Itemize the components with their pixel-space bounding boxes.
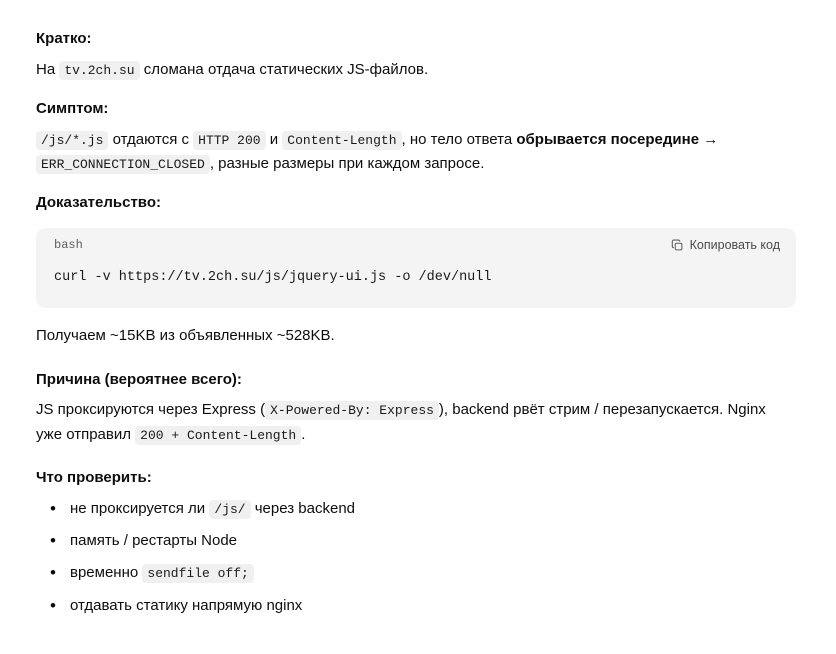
list-item [70,594,796,617]
symptom-code-error: ERR_CONNECTION_CLOSED [36,155,210,174]
list-item [70,497,796,520]
check-heading: Что проверить: [36,469,152,487]
cause-code-powered-by: X-Powered-By: Express [265,401,439,420]
symptom-heading: Симптом: [36,100,109,118]
section-proof [36,192,796,348]
list-item [70,529,796,552]
check-item-1-text-1: память / рестарты Node [70,532,238,550]
cause-text-3: . [301,425,306,443]
brief-text-2: сломана отдача статических JS-файлов. [139,60,429,78]
proof-heading: Доказательство: [36,194,161,212]
cause-paragraph [36,398,796,447]
code-language-label: bash [54,238,83,253]
cause-code-content-length: 200 + Content-Length [135,426,301,445]
copy-icon [671,239,684,252]
section-check [36,467,796,617]
symptom-text-2: и [265,130,283,148]
check-item-0-text-2: через backend [250,499,356,517]
brief-code-domain: tv.2ch.su [59,61,139,80]
list-item [70,561,796,584]
section-symptom [36,98,796,176]
symptom-paragraph [36,128,796,177]
check-item-2-text-1: временно [70,564,143,582]
code-block [36,228,796,308]
check-item-0-code: /js/ [209,500,250,519]
brief-text-1: На [36,60,60,78]
copy-code-label: Копировать код [689,238,780,253]
symptom-code-path: /js/*.js [36,131,108,150]
cause-heading: Причина (вероятнее всего): [36,370,242,388]
code-block-content: curl -v https://tv.2ch.su/js/jquery-ui.js -o /dev/null [54,270,492,286]
cause-text-1: JS проксируются через Express ( [36,401,266,419]
proof-result-text: Получаем ~15KB из объявленных ~528KB. [36,327,335,345]
check-item-2-code: sendfile off; [142,564,253,583]
symptom-text-4: , разные размеры при каждом запросе. [209,155,485,173]
symptom-text-1: отдаются с [108,130,194,148]
section-cause [36,369,796,447]
code-block-header [36,228,796,258]
check-list [36,497,796,617]
check-item-0-text-1: не проксируется ли [70,499,210,517]
symptom-code-header: Content-Length [282,131,401,150]
check-item-3-text-1: отдавать статику напрямую nginx [70,596,303,614]
brief-heading: Кратко: [36,30,92,47]
cause-text-2: ), backend рвёт стрим / перезапускается. Nginx уже отправил [36,401,766,443]
symptom-code-status: HTTP 200 [193,131,265,150]
section-brief [36,28,796,82]
brief-paragraph [36,58,796,82]
symptom-text-3: , но тело ответа [401,130,517,148]
symptom-strong: обрывается посередине → [516,130,719,148]
copy-code-button[interactable] [671,238,780,252]
